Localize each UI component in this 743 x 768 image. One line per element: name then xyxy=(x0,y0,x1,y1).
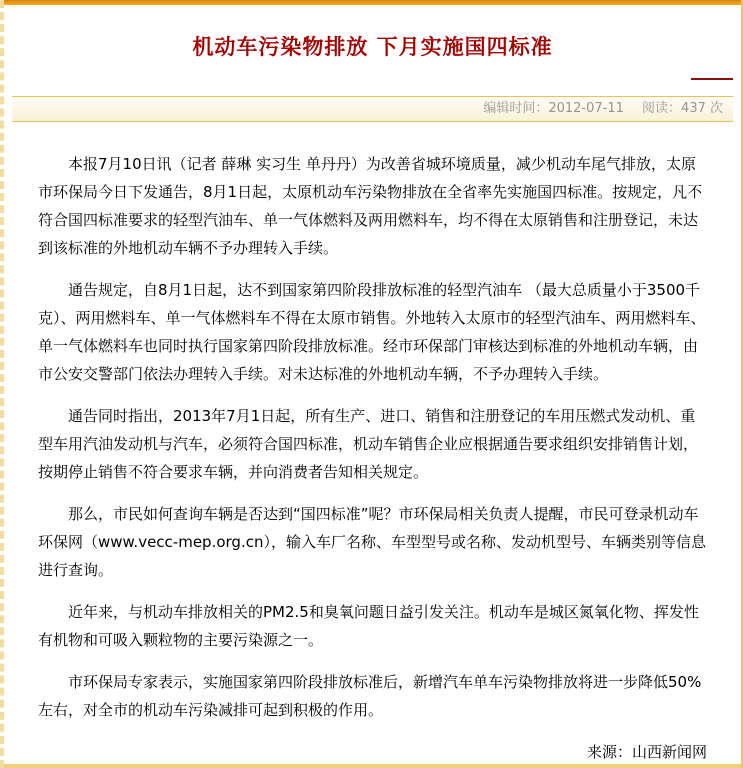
bottom-border-bar xyxy=(4,764,741,768)
meta-bar xyxy=(12,96,733,122)
source-line: 来源：山西新闻网 xyxy=(586,743,707,761)
paragraph-2: 通告规定，自8月1日起，达不到国家第四阶段排放标准的轻型汽油车 （最大总质量小于3500千克）、两用燃料车、单一气体燃料车不得在太原市销售。外地转入太原市的轻型汽油车、两用燃料车、单一气体燃料车也同时执行国家第四阶段排放标准。经市环保部门审核达到标准的外地机动车辆，由市公安交警部门依法办理转入手续。对未达标准的外地机动车辆，不予办理转入手续。 xyxy=(38,281,706,383)
title-underline-dash xyxy=(691,78,733,80)
view-count-label: 阅读：437 次 xyxy=(642,101,723,116)
article-body xyxy=(4,122,741,766)
paragraph-6: 市环保局专家表示，实施国家第四阶段排放标准后，新增汽车单车污染物排放将进一步降低50%左右，对全市的机动车污染减排可起到积极的作用。 xyxy=(38,673,702,719)
article-title: 机动车污染物排放 下月实施国四标准 xyxy=(192,35,553,59)
edit-time-label: 编辑时间：2012-07-11 xyxy=(483,101,624,116)
paragraph-5: 近年来，与机动车排放相关的PM2.5和臭氧问题日益引发关注。机动车是城区氮氧化物、挥发性有机物和可吸入颗粒物的主要污染源之一。 xyxy=(38,603,699,649)
paragraph-1: 本报7月10日讯（记者 薛琳 实习生 单丹丹）为改善省城环境质量，减少机动车尾气排放，太原市环保局今日下发通告，8月1日起，太原机动车污染物排放在全省率先实施国四标准。按规定，凡不符合国四标准要求的轻型汽油车、单一气体燃料及两用燃料车，均不得在太原销售和注册登记，未达到该标准的外地机动车辆不予办理转入手续。 xyxy=(38,155,703,257)
paragraph-3: 通告同时指出，2013年7月1日起，所有生产、进口、销售和注册登记的车用压燃式发动机、重型车用汽油发动机与汽车，必须符合国四标准，机动车销售企业应根据通告要求组织安排销售计划，按期停止销售不符合要求车辆，并向消费者告知相关规定。 xyxy=(38,407,699,481)
paragraph-4: 那么，市民如何查询车辆是否达到“国四标准”呢？市环保局相关负责人提醒，市民可登录机动车环保网（www.vecc-mep.org.cn），输入车厂名称、车型型号或名称、发动机型号、车辆类别等信息进行查询。 xyxy=(38,505,706,579)
